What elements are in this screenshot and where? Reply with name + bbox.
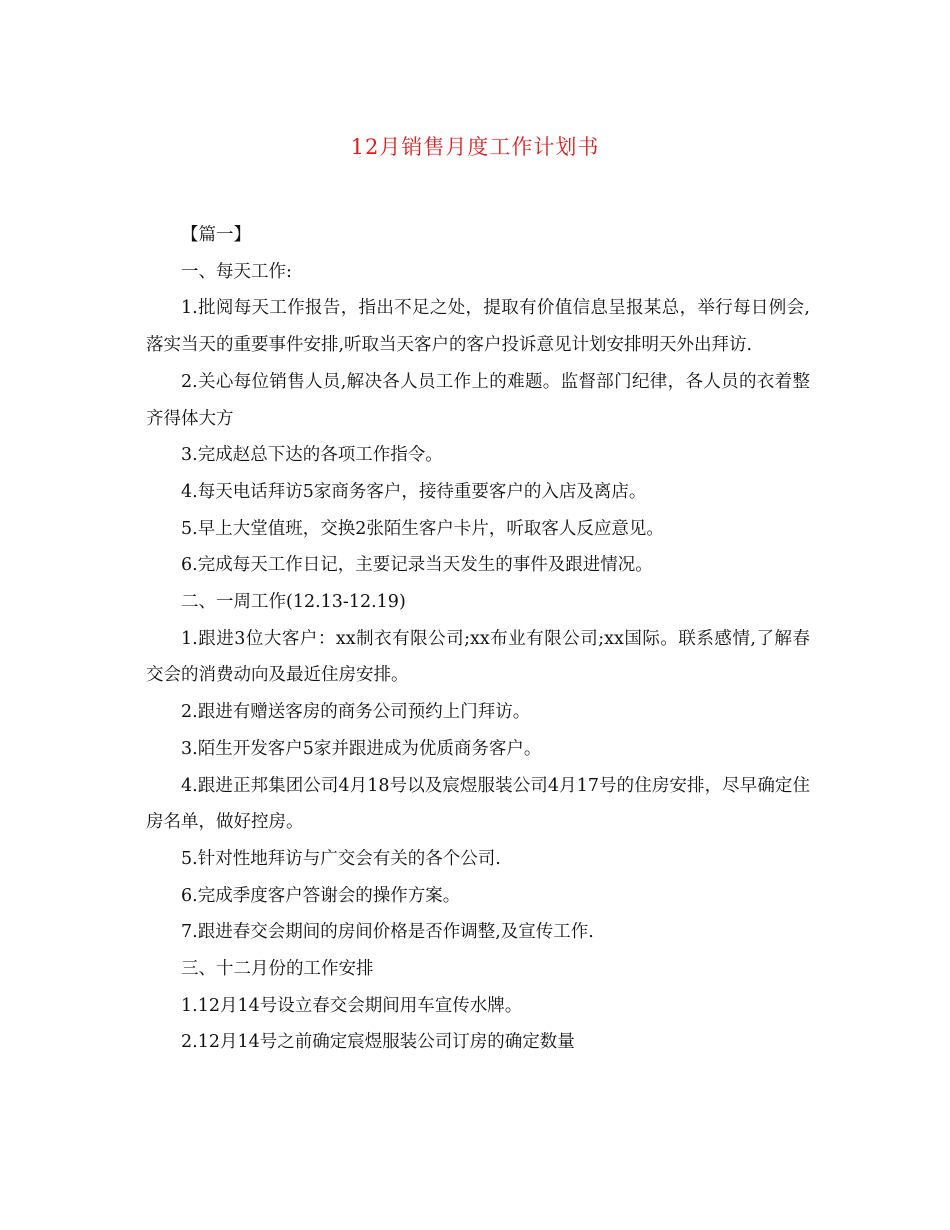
paragraph: 4.跟进正邦集团公司4月18号以及宸煜服装公司4月17号的住房安排，尽早确定住房名单，做好控房。 xyxy=(146,775,810,833)
paragraph: 6.完成每天工作日记，主要记录当天发生的事件及跟进情况。 xyxy=(181,555,653,576)
paragraph: 7.跟进春交会期间的房间价格是否作调整,及宣传工作. xyxy=(181,922,594,943)
paragraph: 2.12月14号之前确定宸煜服装公司订房的确定数量 xyxy=(181,1032,575,1053)
paragraph: 5.早上大堂值班，交换2张陌生客户卡片，听取客人反应意见。 xyxy=(181,518,664,539)
paragraph: 1.12月14号设立春交会期间用车宣传水牌。 xyxy=(181,995,523,1016)
paragraph: 1.批阅每天工作报告，指出不足之处，提取有价值信息呈报某总，举行每日例会,落实当天的重要事件安排,听取当天客户的客户投诉意见计划安排明天外出拜访. xyxy=(146,298,810,356)
paragraph: 1.跟进3位大客户：xx制衣有限公司;xx布业有限公司;xx国际。联系感情,了解春交会的消费动向及最近住房安排。 xyxy=(146,628,810,686)
paragraph: 4.每天电话拜访5家商务客户，接待重要客户的入店及离店。 xyxy=(181,481,647,502)
paragraph: 5.针对性地拜访与广交会有关的各个公司. xyxy=(181,848,501,869)
document-title: 12月销售月度工作计划书 xyxy=(350,135,600,159)
document-body xyxy=(146,217,810,1061)
heading-december-plan: 三、十二月份的工作安排 xyxy=(181,959,374,980)
paragraph: 2.关心每位销售人员,解决各人员工作上的难题。监督部门纪律，各人员的衣着整齐得体大方 xyxy=(146,371,810,429)
heading-weekly-work: 二、一周工作(12.13-12.19) xyxy=(181,592,406,613)
paragraph: 3.陌生开发客户5家并跟进成为优质商务客户。 xyxy=(181,738,542,759)
heading-daily-work: 一、每天工作: xyxy=(181,261,292,282)
section-label: 【篇一】 xyxy=(181,225,251,245)
paragraph: 3.完成赵总下达的各项工作指令。 xyxy=(181,445,443,466)
paragraph: 6.完成季度客户答谢会的操作方案。 xyxy=(181,885,461,906)
paragraph: 2.跟进有赠送客房的商务公司预约上门拜访。 xyxy=(181,702,531,723)
